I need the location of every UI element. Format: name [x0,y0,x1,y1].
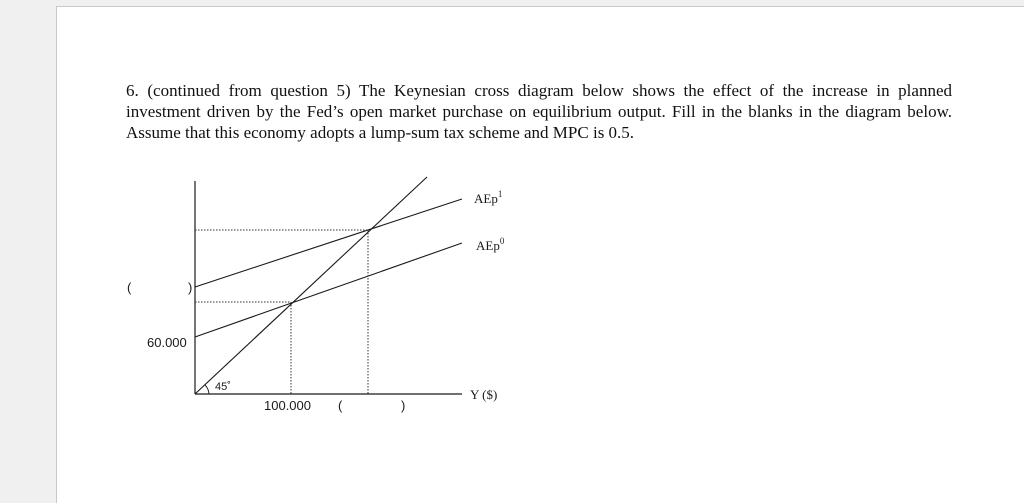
x-axis-label: Y ($) [470,387,498,402]
y-blank-open: ( [127,280,132,295]
x-blank-close: ) [401,398,406,413]
forty-five-degree-line [195,177,427,394]
y-blank-close: ) [188,280,193,295]
ae-curve-1 [195,199,462,287]
angle-label: 45˚ [215,381,231,393]
x-blank-open: ( [338,398,343,413]
ae-curve-1-label: AEp$^1$ [474,189,503,206]
x-value-label: 100.000 [264,398,311,413]
angle-arc [205,385,209,394]
ae-curve-0-label: AEp$^0$ [476,236,505,253]
y-intercept-label: 60.000 [147,335,187,350]
ae-curve-0 [195,243,462,337]
question-text: 6. (continued from question 5) The Keynesian cross diagram below shows the effect of the increase in planned investment driven by the Fed’s open market purchase on equilibrium output. Fill in the blanks in the diagram below. Assume that this economy adopts a lump-sum tax scheme and MPC is 0.5. [126,81,952,142]
